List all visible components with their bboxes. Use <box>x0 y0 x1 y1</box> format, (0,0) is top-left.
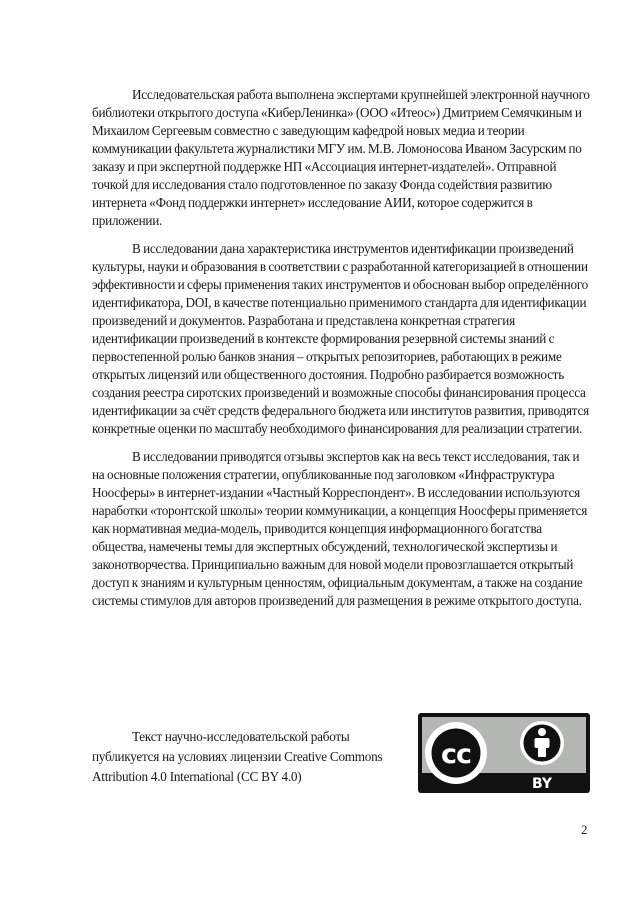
cc-by-badge <box>418 713 590 793</box>
license-line-1: Текст научно-исследовательской работы <box>132 729 350 744</box>
attribution-person-icon <box>520 721 564 765</box>
license-statement <box>92 727 412 787</box>
paragraph-2: В исследовании дана характеристика инструментов идентификации произведений культуры, науки и образования в соответствии с разработанной категоризацией в отношении эффективности и сферы применения таких инструментов и обоснован выбор определённого идентификатора, DOI, в качестве потенциально применимого стандарта для идентификации произведений и документов. Разработана и представлена конкретная стратегия идентификации произведений в контексте формирования резервной системы знаний с первостепенной ролью банков знания – открытых репозиториев, работающих в режиме открытых лицензий или общественного достояния. Подробно разбирается возможность создания реестра сиротских произведений и возможные способы финансирования процесса идентификации за счёт средств федерального бюджета или институтов развития, приводятся конкретные оценки по масштабу необходимого финансирования для реализации стратегии. <box>92 241 589 436</box>
cc-icon-label: cc <box>440 739 472 770</box>
license-line-3: Attribution 4.0 International (CC BY 4.0) <box>92 769 302 784</box>
license-line-2: публикуется на условиях лицензии Creative Commons <box>92 749 383 764</box>
paragraph-3: В исследовании приводятся отзывы экспертов как на весь текст исследования, так и на основные положения стратегии, опубликованные под заголовком «Инфраструктура Ноосферы» в интернет-издании «Частный Корреспондент». В исследовании используются наработки «торонтской школы» теории коммуникации, а концепция Ноосферы применяется как нормативная медиа-модель, приводится концепция информационного богатства общества, намечены темы для экспертных обсуждений, технологической экспертизы и законотворчества. Принципиально важным для новой модели провозглашается открытый доступ к знаниям и культурным ценностям, официальным документам, а также на создание системы стимулов для авторов произведений для размещения в режиме открытого доступа. <box>92 449 588 608</box>
page-number: 2 <box>581 822 588 837</box>
paragraph-1: Исследовательская работа выполнена экспертами крупнейшей электронной научного библиотеки открытого доступа «КиберЛенинка» (ООО «Итеос») Дмитрием Семячкиным и Михаилом Сергеевым совместно с заведующим кафедрой новых медиа и теории коммуникации факультета журналистики МГУ им. М.В. Ломоносова Иваном Засурским по заказу и при экспертной поддержке НП «Ассоциация интернет-издателей». Отправной точкой для исследования стало подготовленное по заказу Фонда содействия развитию интернета «Фонд поддержки интернет» исследование АИИ, которое содержится в приложении. <box>92 87 590 228</box>
by-label: BY <box>531 776 553 792</box>
document-body <box>92 86 592 620</box>
cc-icon <box>425 722 487 784</box>
